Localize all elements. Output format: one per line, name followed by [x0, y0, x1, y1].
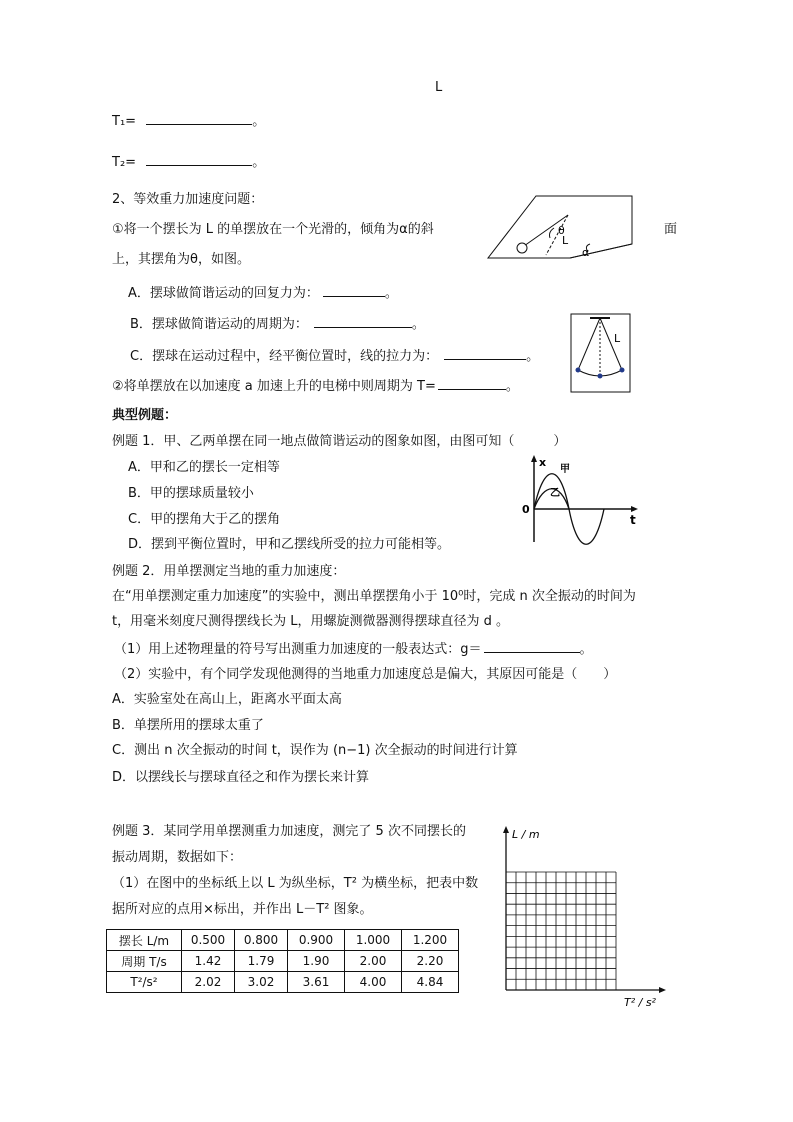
qA-line: [128, 282, 398, 301]
t1-label: T₁=: [112, 114, 137, 129]
theta-label: θ: [558, 224, 565, 237]
bob-center: [598, 374, 603, 379]
ex2-q1-line: [114, 638, 593, 657]
table-cell: 3.02: [235, 972, 288, 993]
q2-end: 。: [505, 379, 519, 394]
qC-blank[interactable]: [444, 347, 526, 360]
table-cell: 4.84: [402, 972, 459, 993]
qA-end: 。: [384, 286, 398, 301]
ex1-stem: 例题 1．甲、乙两单摆在同一地点做简谐运动的图象如图，由图可知（ ）: [112, 434, 567, 449]
q2-text: ②将单摆放在以加速度 a 加速上升的电梯中则周期为 T=: [112, 379, 436, 394]
yi-label: 乙: [550, 488, 560, 499]
data-table: [106, 929, 459, 993]
pendulum-l-label: L: [614, 332, 621, 345]
q2-blank[interactable]: [438, 377, 506, 390]
x-axis-label: x: [539, 456, 547, 469]
qC-line: [130, 345, 539, 364]
grid-x-label: T² / s²: [624, 996, 656, 1009]
q1-line1: ①将一个摆长为 L 的单摆放在一个光滑的，倾角为α的斜: [112, 222, 434, 237]
qB-blank[interactable]: [314, 315, 412, 328]
qA-blank[interactable]: [323, 284, 385, 297]
jia-label: 甲: [560, 464, 570, 475]
ex2-option-b: B．单摆所用的摆球太重了: [112, 718, 264, 733]
table-row: [107, 930, 459, 951]
grid-x-arrow: [659, 987, 666, 993]
ex2-option-a: A．实验室处在高山上，距离水平面太高: [112, 692, 342, 707]
ex2-option-d: D．以摆线长与摆球直径之和作为摆长来计算: [112, 770, 370, 785]
table-cell: T²/s²: [107, 972, 182, 993]
ex2-q1-text: （1）用上述物理量的符号写出测重力加速度的一般表达式：g＝: [114, 642, 482, 657]
t2-label: T₂=: [112, 155, 137, 170]
qB-text: B．摆球做简谐运动的周期为：: [130, 317, 308, 332]
grid-paper[interactable]: [490, 822, 680, 1012]
t1-line: [112, 110, 265, 129]
typical-title: 典型例题：: [112, 408, 178, 423]
q1-line2: 上，其摆角为θ，如图。: [112, 252, 250, 267]
bob-right: [620, 368, 625, 373]
qA-text: A．摆球做简谐运动的回复力为：: [128, 286, 319, 301]
table-cell: 摆长 L/m: [107, 930, 182, 951]
table-cell: 2.00: [345, 951, 402, 972]
ex2-line1: 在“用单摆测定重力加速度”的实验中，测出单摆摆角小于 10⁰时，完成 n 次全振动的时间为: [112, 589, 636, 604]
bob-left: [576, 368, 581, 373]
table-cell: 1.200: [402, 930, 459, 951]
table-cell: 周期 T/s: [107, 951, 182, 972]
top-label: L: [435, 80, 443, 95]
pendulum-frame: [571, 314, 630, 392]
grid-lines: [506, 872, 616, 990]
table-cell: 4.00: [345, 972, 402, 993]
table-cell: 2.02: [182, 972, 235, 993]
qB-end: 。: [411, 317, 425, 332]
t2-end: 。: [252, 155, 266, 170]
grid-y-label: L / m: [512, 828, 540, 841]
ex3-line2: 振动周期，数据如下：: [112, 850, 243, 865]
oscillation-graph: [520, 452, 644, 546]
table-row: [107, 972, 459, 993]
t2-line: [112, 151, 265, 170]
ex3-line4: 据所对应的点用×标出，并作出 L－T² 图象。: [112, 902, 373, 917]
ex2-title: 例题 2．用单摆测定当地的重力加速度：: [112, 564, 346, 579]
ex2-option-c: C．测出 n 次全振动的时间 t，误作为 (n−1) 次全振动的时间进行计算: [112, 743, 518, 758]
incline-figure: [484, 188, 644, 268]
ex3-line3: （1）在图中的坐标纸上以 L 为纵坐标，T² 为横坐标，把表中数: [112, 876, 479, 891]
t2-blank[interactable]: [146, 153, 252, 166]
t1-blank[interactable]: [146, 112, 252, 125]
t1-end: 。: [252, 114, 266, 129]
table-cell: 1.90: [288, 951, 345, 972]
table-cell: 0.900: [288, 930, 345, 951]
grid-y-arrow: [503, 826, 509, 833]
t-axis-arrow: [631, 506, 638, 512]
ex1-option-c: C．甲的摆角大于乙的摆角: [128, 512, 281, 527]
table-cell: 1.42: [182, 951, 235, 972]
q1-mian: 面: [664, 222, 678, 237]
ex2-q2: （2）实验中，有个同学发现他测得的当地重力加速度总是偏大，其原因可能是（ ）: [114, 667, 617, 682]
table-cell: 1.79: [235, 951, 288, 972]
table-row: [107, 951, 459, 972]
incline-l-label: L: [562, 234, 569, 247]
incline-bottom-edge: [570, 244, 632, 258]
alpha-label: α: [582, 246, 590, 259]
theta-arc: [550, 228, 555, 238]
ex2-line2: t，用毫米刻度尺测得摆线长为 L，用螺旋测微器测得摆球直径为 d 。: [112, 614, 509, 629]
ex2-q1-end: 。: [579, 642, 593, 657]
origin-label: 0: [522, 503, 530, 516]
ex3-line1: 例题 3．某同学用单摆测重力加速度，测完了 5 次不同摆长的: [112, 824, 466, 839]
table-cell: 3.61: [288, 972, 345, 993]
pendulum-figure: [570, 312, 632, 394]
string-left: [578, 318, 600, 370]
ex1-option-a: A．甲和乙的摆长一定相等: [128, 460, 280, 475]
qC-end: 。: [526, 349, 540, 364]
table-cell: 1.000: [345, 930, 402, 951]
qB-line: [130, 313, 425, 332]
t-axis-label: t: [630, 513, 636, 527]
table-cell: 2.20: [402, 951, 459, 972]
pendulum-bob: [517, 243, 527, 253]
qC-text: C．摆球在运动过程中，经平衡位置时，线的拉力为：: [130, 349, 439, 364]
x-axis-arrow: [531, 455, 537, 462]
table-cell: 0.500: [182, 930, 235, 951]
q2-line: [112, 375, 519, 394]
ex1-option-b: B．甲的摆球质量较小: [128, 486, 254, 501]
ex2-q1-blank[interactable]: [484, 640, 580, 653]
ex1-option-d: D．摆到平衡位置时，甲和乙摆线所受的拉力可能相等。: [128, 537, 451, 552]
section2-title: 2、等效重力加速度问题：: [112, 192, 264, 207]
table-cell: 0.800: [235, 930, 288, 951]
